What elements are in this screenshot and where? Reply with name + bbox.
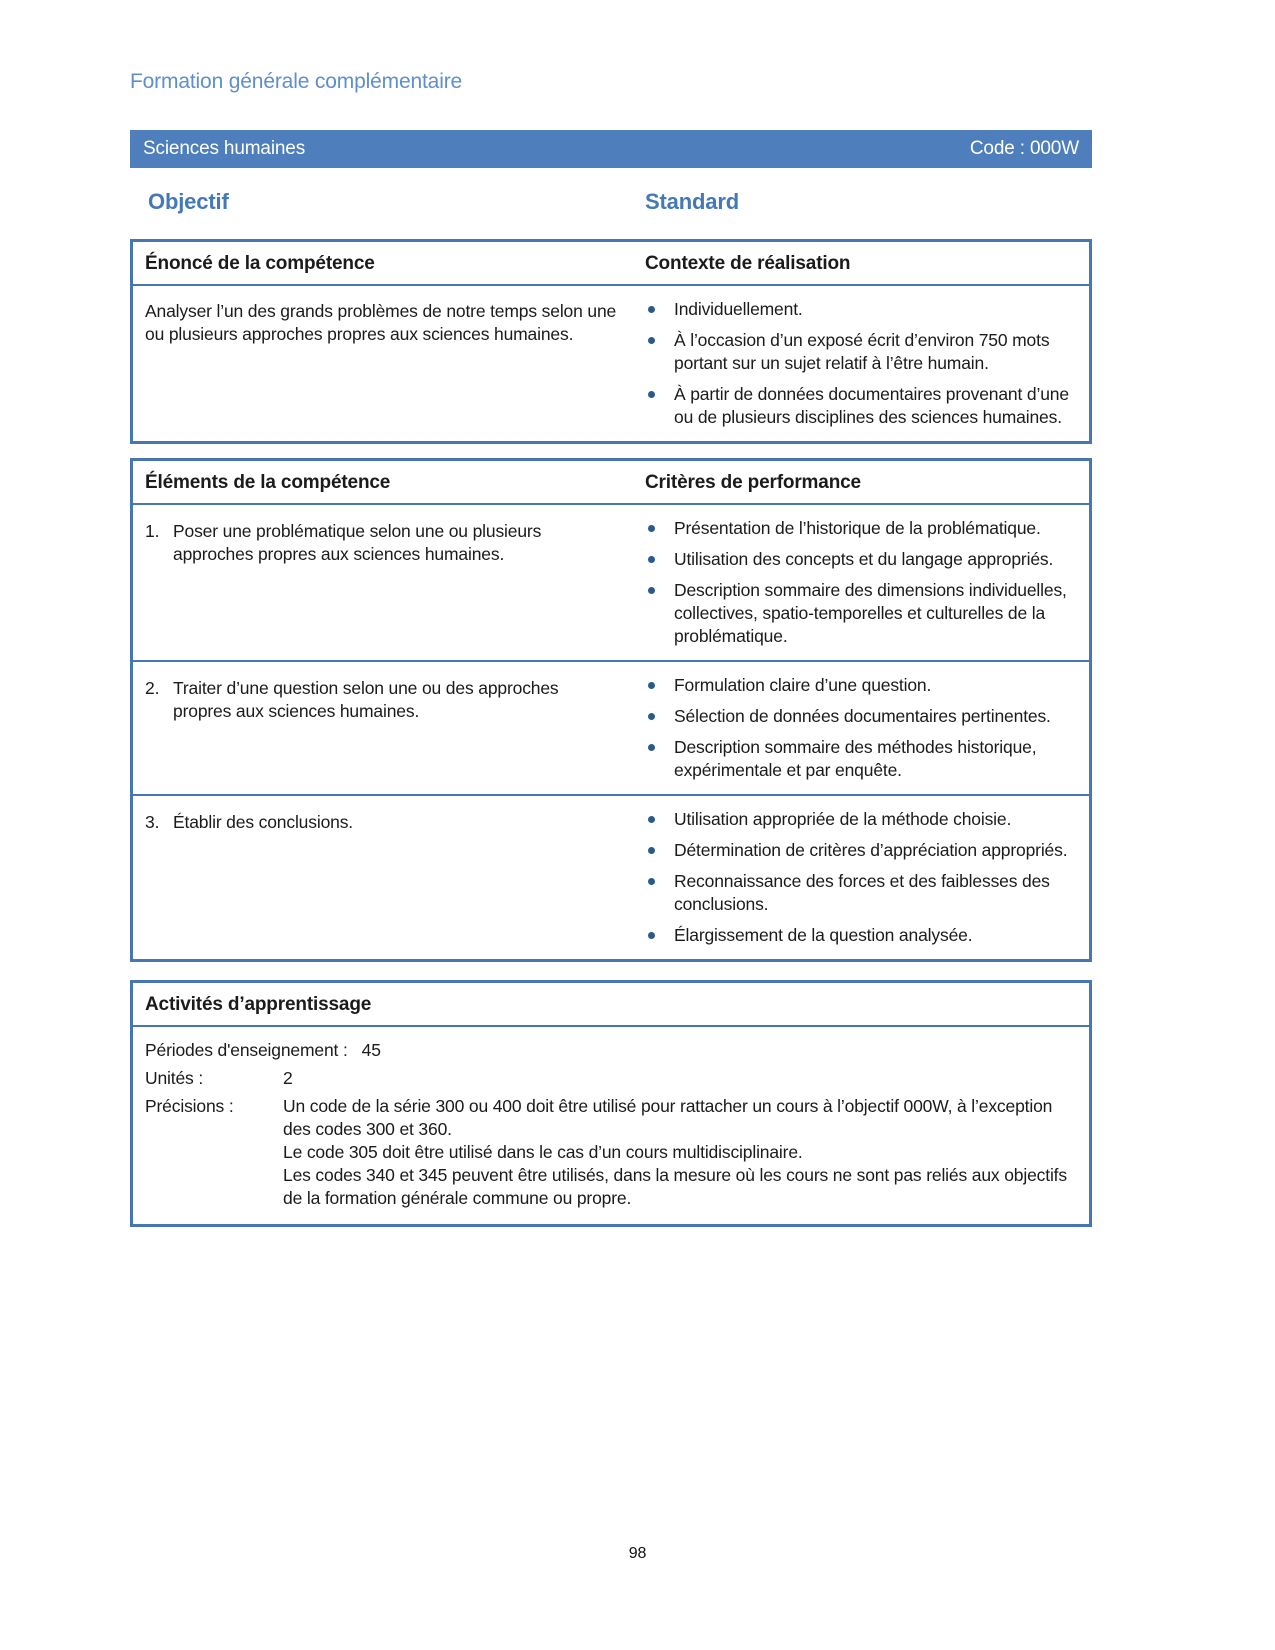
criteria-item: Sélection de données documentaires pertinentes. — [645, 705, 1073, 728]
element-row — [133, 794, 1089, 959]
element-number: 2. — [145, 678, 160, 698]
page-number: 98 — [628, 1545, 647, 1562]
elements-table — [130, 458, 1092, 962]
element-text: Poser une problématique selon une ou plusieurs approches propres aux sciences humaines. — [173, 521, 542, 564]
precision-line: Les codes 340 et 345 peuvent être utilisés, dans la mesure où les cours ne sont pas reliés aux objectifs de la formation générale commune ou propre. — [283, 1165, 1067, 1208]
criteria-item: Élargissement de la question analysée. — [645, 924, 1073, 947]
subject-code: Code : 000W — [969, 138, 1079, 159]
competence-table — [130, 239, 1092, 444]
criteria-item: Formulation claire d’une question. — [645, 674, 1073, 697]
competence-statement-header: Énoncé de la compétence — [145, 253, 375, 274]
activities-header: Activités d’apprentissage — [133, 983, 1089, 1027]
precisions-row — [145, 1095, 1075, 1210]
section-title: Formation générale complémentaire — [130, 70, 463, 93]
criteria-list — [645, 808, 1073, 947]
units-label: Unités : — [145, 1068, 204, 1088]
bullet-icon — [648, 306, 655, 313]
context-item: Individuellement. — [645, 298, 1073, 321]
criteria-item: Description sommaire des méthodes historique, expérimentale et par enquête. — [645, 736, 1073, 782]
criteria-header: Critères de performance — [645, 472, 861, 493]
context-item: À partir de données documentaires provenant d’une ou de plusieurs disciplines des sciences humaines. — [645, 383, 1073, 429]
standard-heading: Standard — [645, 189, 740, 214]
bullet-icon — [648, 556, 655, 563]
context-header: Contexte de réalisation — [645, 253, 851, 274]
units-row — [145, 1067, 1075, 1090]
criteria-item: Détermination de critères d’appréciation appropriés. — [645, 839, 1073, 862]
precision-line: Un code de la série 300 ou 400 doit être utilisé pour rattacher un cours à l’objectif 000W, à l’exception des codes 300 et 360. — [283, 1096, 1053, 1139]
bullet-icon — [648, 816, 655, 823]
element-text: Établir des conclusions. — [173, 812, 354, 832]
periods-value: 45 — [361, 1040, 381, 1060]
page-content — [130, 0, 1092, 1227]
bullet-icon — [648, 932, 655, 939]
bullet-icon — [648, 391, 655, 398]
criteria-item: Présentation de l’historique de la problématique. — [645, 517, 1073, 540]
criteria-item: Utilisation des concepts et du langage appropriés. — [645, 548, 1073, 571]
context-item: À l’occasion d’un exposé écrit d’environ 750 mots portant sur un sujet relatif à l’être humain. — [645, 329, 1073, 375]
element-row — [133, 505, 1089, 660]
bullet-icon — [648, 337, 655, 344]
precision-line: Le code 305 doit être utilisé dans le cas d’un cours multidisciplinaire. — [283, 1142, 803, 1162]
competence-statement: Analyser l’un des grands problèmes de notre temps selon une ou plusieurs approches propres aux sciences humaines. — [145, 301, 617, 344]
element-text: Traiter d’une question selon une ou des approches propres aux sciences humaines. — [173, 678, 559, 721]
element-number: 1. — [145, 521, 160, 541]
competence-table-header — [133, 242, 1089, 286]
bullet-icon — [648, 682, 655, 689]
bullet-icon — [648, 713, 655, 720]
bullet-icon — [648, 525, 655, 532]
column-headings — [130, 189, 1092, 215]
competence-table-row — [133, 286, 1089, 441]
bullet-icon — [648, 587, 655, 594]
criteria-list — [645, 674, 1073, 782]
bullet-icon — [648, 744, 655, 751]
elements-table-header — [133, 461, 1089, 505]
element-number: 3. — [145, 812, 160, 832]
periods-row — [145, 1039, 1075, 1062]
subject-banner — [130, 130, 1092, 168]
objectif-heading: Objectif — [148, 189, 229, 214]
criteria-item: Description sommaire des dimensions individuelles, collectives, spatio-temporelles et culturelles de la problématique. — [645, 579, 1073, 648]
criteria-list — [645, 517, 1073, 648]
context-list — [645, 298, 1073, 429]
precisions-value — [283, 1095, 1075, 1210]
precisions-label: Précisions : — [145, 1096, 234, 1116]
bullet-icon — [648, 847, 655, 854]
units-value: 2 — [283, 1068, 293, 1088]
activities-box — [130, 980, 1092, 1227]
criteria-item: Utilisation appropriée de la méthode choisie. — [645, 808, 1073, 831]
subject-name: Sciences humaines — [143, 138, 306, 159]
bullet-icon — [648, 878, 655, 885]
criteria-item: Reconnaissance des forces et des faiblesses des conclusions. — [645, 870, 1073, 916]
element-row — [133, 660, 1089, 794]
periods-label: Périodes d'enseignement : — [145, 1040, 348, 1060]
elements-header: Éléments de la compétence — [145, 472, 391, 493]
